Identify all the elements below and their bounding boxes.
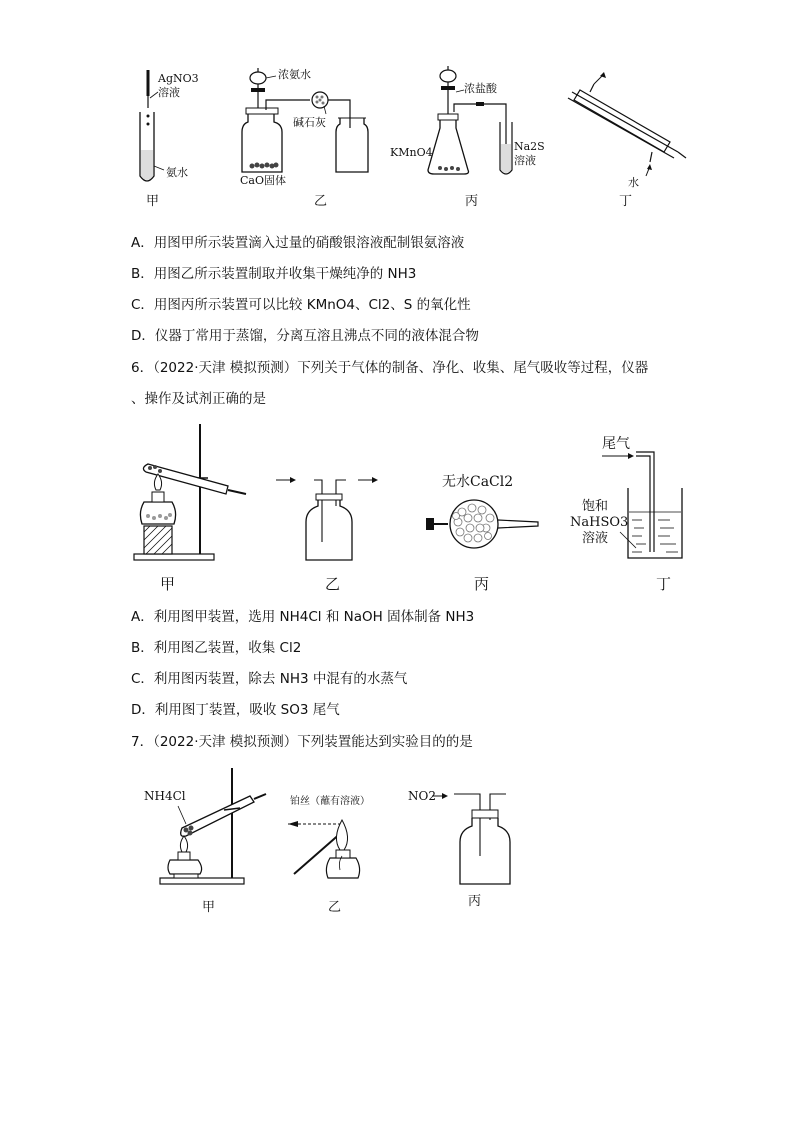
q5-figure-yi: [238, 62, 388, 190]
q5-caption-ding: 丁: [619, 194, 633, 209]
q7-bing-label-no2: NO2: [408, 789, 436, 803]
q5-bing-label-hcl: 浓盐酸: [464, 82, 497, 95]
q6-stem-line1: 6．（2022·天津 模拟预测）下列关于气体的制备、净化、收集、尾气吸收等过程，仪器: [131, 360, 649, 376]
q5-option-d: D．仪器丁常用于蒸馏，分离互溶且沸点不同的液体混合物: [131, 328, 479, 344]
q5-ding-label-water: 水: [628, 176, 639, 189]
q5-bing-label-na2s: Na2S: [514, 140, 545, 153]
q5-option-a: A．用图甲所示装置滴入过量的硝酸银溶液配制银氨溶液: [131, 235, 465, 251]
q6-ding-label-nahso3: NaHSO3: [570, 515, 629, 530]
q7-figure-yi: [280, 790, 390, 890]
q6-figure-yi: [272, 470, 382, 570]
q6-stem-line2: 、操作及试剂正确的是: [131, 391, 266, 407]
q5-yi-label-conc-ammonia: 浓氨水: [278, 68, 311, 81]
q6-caption-yi: 乙: [325, 575, 341, 593]
q5-caption-jia: 甲: [146, 194, 160, 209]
q6-option-c: C．利用图丙装置，除去 NH3 中混有的水蒸气: [131, 671, 408, 687]
q6-figure-bing: [420, 472, 560, 562]
q6-caption-ding: 丁: [656, 575, 672, 593]
q6-figure-ding: [570, 432, 690, 562]
q7-stem: 7．（2022·天津 模拟预测）下列装置能达到实验目的的是: [131, 734, 473, 750]
q5-figure-ding: [560, 70, 690, 190]
q7-yi-label-platinum: 铂丝（蘸有溶液）: [290, 796, 370, 807]
q6-caption-jia: 甲: [160, 575, 176, 593]
q5-caption-bing: 丙: [465, 194, 479, 209]
q5-yi-label-cao: CaO固体: [240, 174, 286, 187]
q5-bing-label-kmno4: KMnO4: [390, 146, 433, 159]
q6-ding-label-saturated: 饱和: [582, 499, 609, 514]
q5-jia-label-solution: 溶液: [158, 86, 180, 99]
q6-caption-bing: 丙: [474, 575, 490, 593]
q5-caption-yi: 乙: [314, 194, 328, 209]
q6-option-b: B．利用图乙装置，收集 Cl2: [131, 640, 302, 656]
q6-figure-jia: [128, 420, 258, 570]
q7-figure-jia: [140, 766, 270, 890]
q6-option-a: A．利用图甲装置，选用 NH4Cl 和 NaOH 固体制备 NH3: [131, 609, 475, 625]
q5-jia-label-ammonia: 氨水: [166, 166, 188, 179]
q7-caption-yi: 乙: [328, 900, 342, 915]
q6-ding-label-solution: 溶液: [582, 531, 609, 546]
q7-figure-bing: [406, 784, 516, 890]
q7-caption-jia: 甲: [202, 900, 216, 915]
q7-jia-label-nh4cl: NH4Cl: [144, 789, 186, 803]
q5-figure-jia: [128, 66, 218, 196]
q5-bing-label-solution: 溶液: [514, 154, 536, 167]
q6-ding-label-tail-gas: 尾气: [602, 436, 630, 452]
q5-jia-label-agno3: AgNO3: [158, 72, 199, 85]
q7-caption-bing: 丙: [468, 894, 482, 909]
q5-yi-label-soda-lime: 碱石灰: [293, 116, 326, 129]
q5-option-b: B．用图乙所示装置制取并收集干燥纯净的 NH3: [131, 266, 417, 282]
q6-option-d: D．利用图丁装置，吸收 SO3 尾气: [131, 702, 340, 718]
q5-figure-bing: [388, 62, 548, 186]
q6-bing-label-cacl2: 无水CaCl2: [442, 474, 514, 490]
q5-option-c: C．用图丙所示装置可以比较 KMnO4、Cl2、S 的氧化性: [131, 297, 471, 313]
